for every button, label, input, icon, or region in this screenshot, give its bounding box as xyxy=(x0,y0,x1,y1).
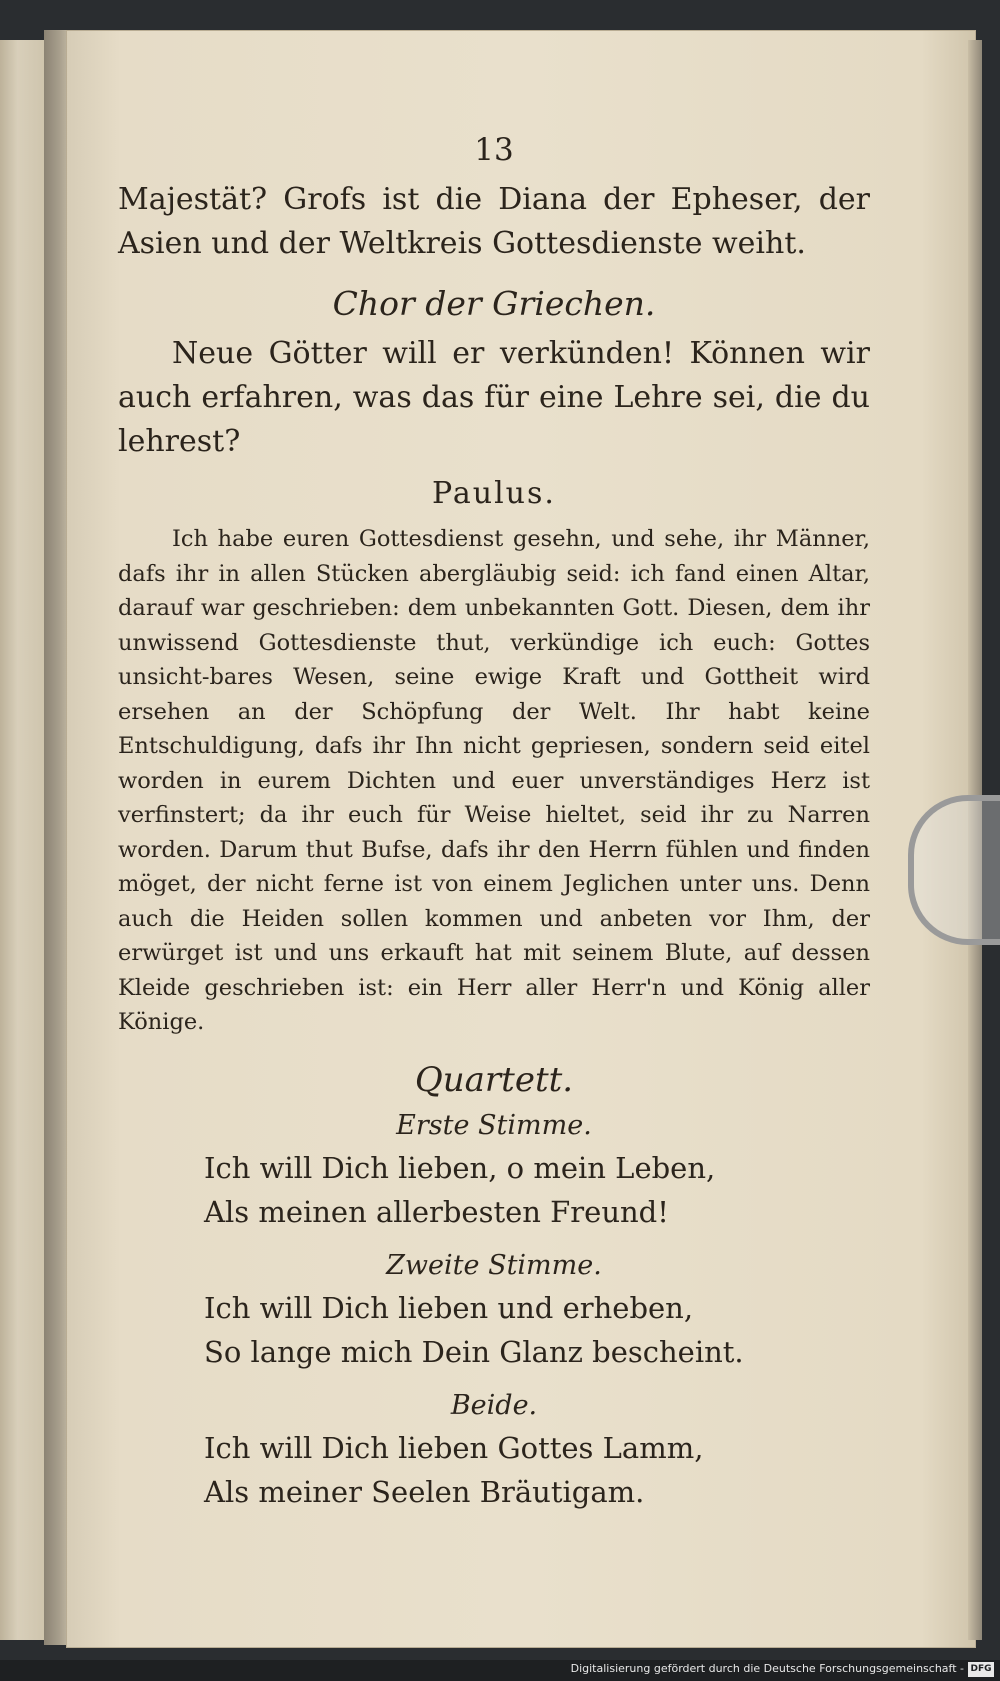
opening-paragraph xyxy=(118,178,870,266)
paulus-heading: Paulus. xyxy=(432,476,556,511)
verse-line: Ich will Dich lieben Gottes Lamm, xyxy=(204,1430,704,1465)
chor-line: erfahren, was das für eine Lehre sei, die du lehrest? xyxy=(118,380,870,459)
paulus-line: den Herrn fühlen und finden möget, der nicht ferne ist von einem xyxy=(118,836,870,897)
page-number: 13 xyxy=(474,132,514,168)
chor-heading: Chor der Griechen. xyxy=(332,284,656,323)
paulus-line: unwissend Gottesdienste thut, verkündige ich euch: Gottes unsicht- xyxy=(118,629,870,690)
paulus-line: dafs ihr in allen Stücken abergläubig seid: ich fand einen Altar, xyxy=(118,560,870,587)
paulus-line: bares Wesen, seine ewige Kraft und Gottheit wird ersehen an der xyxy=(118,664,870,725)
paulus-line: anbeten vor Ihm, der erwürget ist und uns erkauft hat mit seinem xyxy=(118,905,870,966)
verse-line: Ich will Dich lieben und erheben, xyxy=(204,1290,694,1325)
quartett-heading: Quartett. xyxy=(414,1059,574,1100)
verse-line: Als meiner Seelen Bräutigam. xyxy=(204,1474,645,1509)
zweite-stimme-heading: Zweite Stimme. xyxy=(386,1249,602,1281)
paulus-line: König aller Könige. xyxy=(118,974,871,1035)
paulus-paragraph xyxy=(118,522,870,1040)
verse-line: So lange mich Dein Glanz bescheint. xyxy=(204,1334,744,1369)
paulus-line: Ich habe euren Gottesdienst gesehn, und sehe, ihr Männer, xyxy=(172,526,870,552)
chor-line: Neue Götter will er verkünden! Können wir auch xyxy=(118,336,870,415)
paulus-line: Blute, auf dessen Kleide geschrieben ist: ein Herr aller Herr'n und xyxy=(118,940,871,1001)
page-content xyxy=(118,128,870,1514)
left-page-edge xyxy=(0,40,44,1640)
paulus-line: darauf war geschrieben: dem unbekannten Gott. Diesen, dem ihr xyxy=(118,595,870,621)
paulus-line: nicht gepriesen, sondern seid eitel worden in eurem Dichten und xyxy=(118,733,870,794)
dfg-logo: DFG xyxy=(968,1662,994,1677)
paulus-line: Jeglichen unter uns. Denn auch die Heiden sollen kommen und xyxy=(118,871,870,932)
chor-paragraph xyxy=(118,332,870,464)
verse-line: Als meinen allerbesten Freund! xyxy=(204,1194,669,1229)
paulus-line: Schöpfung der Welt. Ihr habt keine Entschuldigung, dafs ihr Ihn xyxy=(118,698,870,759)
beide-heading: Beide. xyxy=(450,1389,538,1421)
erste-stimme-heading: Erste Stimme. xyxy=(396,1109,592,1141)
paulus-line: euer unverständiges Herz ist verfinstert; da ihr euch für Weise xyxy=(118,767,871,828)
verse-line: Ich will Dich lieben, o mein Leben, xyxy=(204,1150,716,1185)
opening-line: Majestät? Grofs ist die Diana der Epheser, der Asien xyxy=(118,182,870,261)
opening-line: und der Weltkreis Gottesdienste weiht. xyxy=(211,226,806,261)
page-clip xyxy=(908,795,1000,945)
paulus-line: hieltet, seid ihr zu Narren worden. Darum thut Bufse, dafs ihr xyxy=(118,802,870,863)
footer-credit: Digitalisierung gefördert durch die Deutsche Forschungsgemeinschaft - xyxy=(570,1662,964,1675)
